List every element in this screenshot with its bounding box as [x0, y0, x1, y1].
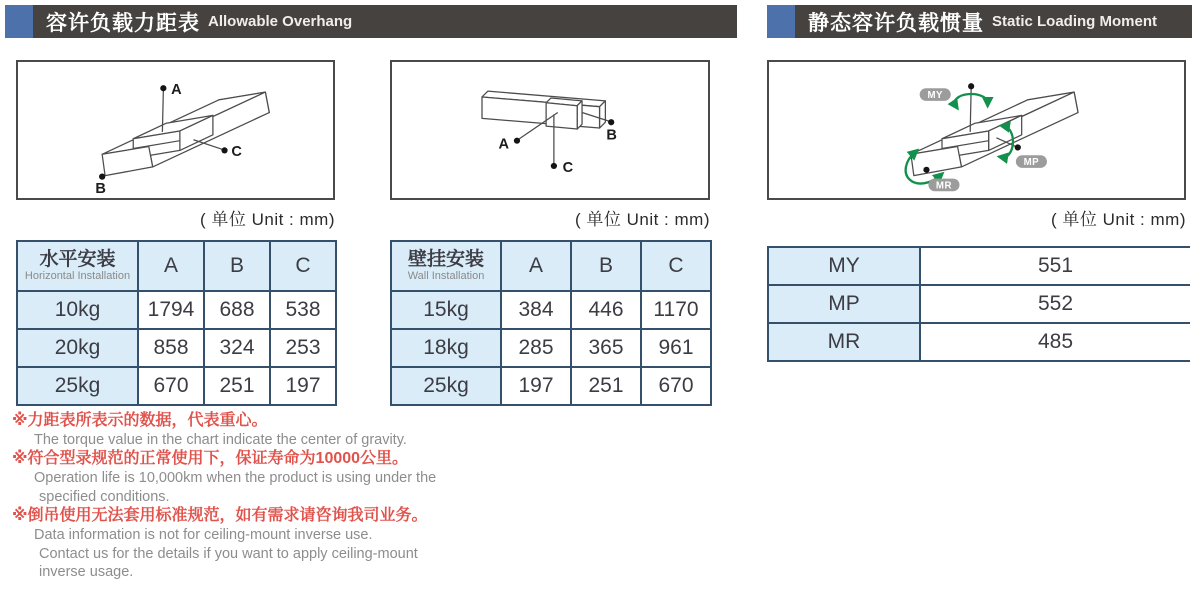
column-header-a: A — [501, 241, 571, 291]
allowable-overhang-header — [5, 5, 737, 38]
load-cell: 10kg — [17, 291, 138, 329]
table-title-en: Horizontal Installation — [24, 270, 131, 282]
note-line-zh: ※倒吊使用无法套用标准规范，如有需求请咨询我司业务。 — [12, 507, 428, 525]
value-cell: 285 — [501, 329, 571, 367]
value-cell: 384 — [501, 291, 571, 329]
value-cell: 446 — [571, 291, 641, 329]
load-cell: 20kg — [17, 329, 138, 367]
load-cell: 15kg — [391, 291, 501, 329]
moment-name-cell: MY — [768, 247, 920, 285]
table-row — [17, 367, 336, 405]
point-c-label: C — [562, 159, 574, 176]
point-a-dot — [160, 85, 166, 91]
note-line-zh: ※符合型录规范的正常使用下，保证寿命为10000公里。 — [12, 450, 409, 468]
column-header-b: B — [571, 241, 641, 291]
value-cell: 365 — [571, 329, 641, 367]
rail-side-drawing — [392, 62, 708, 198]
mr-axis-dot — [923, 167, 929, 173]
header-title-zh: 容许负载力距表 — [46, 11, 200, 35]
table-header-row — [391, 241, 711, 291]
header-title-en: Allowable Overhang — [208, 13, 353, 30]
table-row — [391, 329, 711, 367]
value-cell: 197 — [501, 367, 571, 405]
value-cell: 961 — [641, 329, 711, 367]
moment-value-cell: 551 — [920, 247, 1190, 285]
point-b-label: B — [95, 181, 106, 198]
point-c-dot — [221, 147, 227, 153]
unit-label: ( 单位 Unit : mm) — [1051, 210, 1186, 229]
note-line-en: inverse usage. — [39, 564, 134, 581]
table-row — [17, 329, 336, 367]
column-header-c: C — [641, 241, 711, 291]
table-title-cell — [17, 241, 138, 291]
my-label: MY — [927, 89, 943, 101]
rail-isometric-drawing — [18, 62, 333, 198]
wall-installation-diagram — [390, 60, 710, 200]
loading-moment-table — [767, 246, 1190, 362]
note-line-en: Data information is not for ceiling-mount inverse use. — [34, 526, 373, 543]
value-cell: 670 — [138, 367, 204, 405]
column-header-b: B — [204, 241, 270, 291]
table-title-cell — [391, 241, 501, 291]
column-header-c: C — [270, 241, 336, 291]
unit-label: ( 单位 Unit : mm) — [575, 210, 710, 229]
static-loading-moment-header — [767, 5, 1192, 38]
wall-installation-table — [390, 240, 712, 406]
point-a-dot — [514, 138, 520, 144]
moment-axes-drawing — [769, 62, 1184, 198]
value-cell: 538 — [270, 291, 336, 329]
unit-label: ( 单位 Unit : mm) — [200, 210, 335, 229]
value-cell: 251 — [204, 367, 270, 405]
value-cell: 253 — [270, 329, 336, 367]
value-cell: 324 — [204, 329, 270, 367]
value-cell: 858 — [138, 329, 204, 367]
point-b-dot — [99, 174, 105, 180]
point-a-label: A — [171, 82, 182, 99]
value-cell: 251 — [571, 367, 641, 405]
horizontal-installation-diagram — [16, 60, 335, 200]
mp-axis-dot — [1015, 144, 1021, 150]
table-row — [768, 285, 1190, 323]
value-cell: 688 — [204, 291, 270, 329]
header-accent-square — [5, 5, 33, 38]
mp-label: MP — [1023, 156, 1040, 168]
table-row — [768, 323, 1190, 361]
moment-name-cell: MP — [768, 285, 920, 323]
table-row — [391, 291, 711, 329]
moment-name-cell: MR — [768, 323, 920, 361]
value-cell: 197 — [270, 367, 336, 405]
slider-side-face — [577, 101, 582, 129]
table-title-zh: 壁挂安装 — [407, 249, 484, 270]
point-c-label: C — [231, 144, 242, 161]
load-cell: 18kg — [391, 329, 501, 367]
table-title-en: Wall Installation — [407, 270, 485, 282]
note-line-en: Contact us for the details if you want to apply ceiling-mount — [39, 545, 418, 562]
rail-end-face — [600, 101, 606, 128]
moment-value-cell: 552 — [920, 285, 1190, 323]
point-b-label: B — [606, 127, 617, 144]
load-cell: 25kg — [391, 367, 501, 405]
value-cell: 1170 — [641, 291, 711, 329]
header-title-en: Static Loading Moment — [992, 13, 1157, 30]
moment-value-cell: 485 — [920, 323, 1190, 361]
note-line-en: specified conditions. — [39, 488, 170, 505]
mr-label: MR — [935, 180, 952, 192]
slider-front-face — [546, 103, 577, 129]
header-title-zh: 静态容许负载惯量 — [808, 11, 984, 35]
table-row — [17, 291, 336, 329]
value-cell: 670 — [641, 367, 711, 405]
value-cell: 1794 — [138, 291, 204, 329]
note-line-zh: ※力距表所表示的数据，代表重心。 — [12, 412, 268, 429]
note-line-en: Operation life is 10,000km when the product is using under the — [34, 469, 437, 486]
loading-moment-diagram — [767, 60, 1186, 200]
note-line-en: The torque value in the chart indicate the center of gravity. — [34, 431, 407, 448]
point-b-dot — [608, 119, 614, 125]
table-title-zh: 水平安装 — [39, 249, 116, 270]
load-cell: 25kg — [17, 367, 138, 405]
table-row — [768, 247, 1190, 285]
horizontal-installation-table — [16, 240, 337, 406]
point-c-dot — [551, 163, 557, 169]
footnotes — [12, 411, 492, 582]
column-header-a: A — [138, 241, 204, 291]
point-a-label: A — [498, 136, 510, 153]
table-header-row — [17, 241, 336, 291]
my-axis-dot — [968, 83, 974, 89]
table-row — [391, 367, 711, 405]
header-accent-square — [767, 5, 795, 38]
